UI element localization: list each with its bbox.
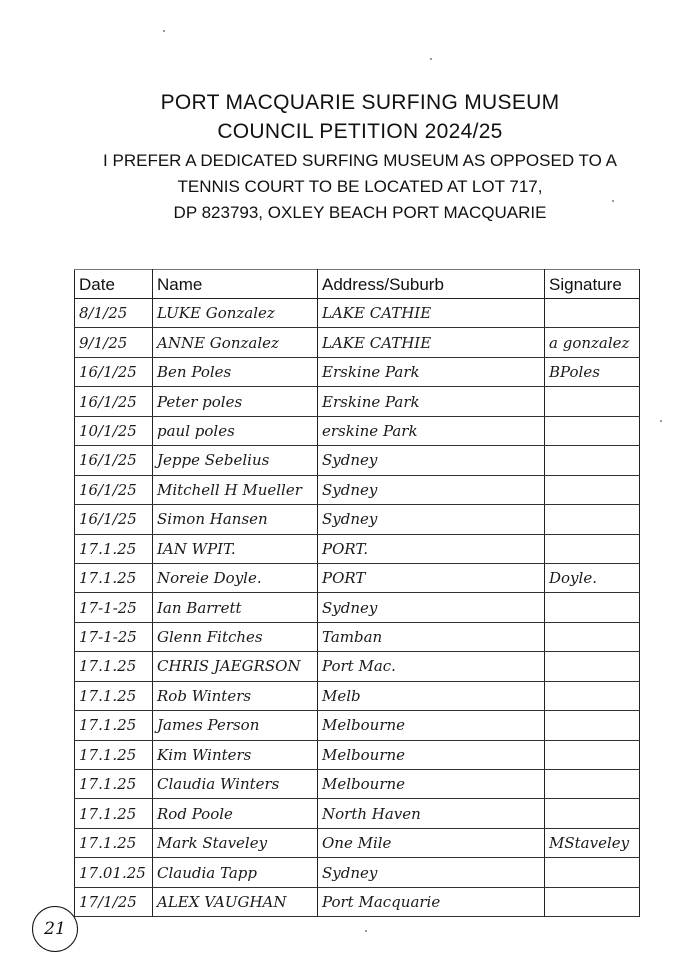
cell-name: LUKE Gonzalez [153,299,318,328]
column-header-address: Address/Suburb [318,270,545,299]
cell-name: ALEX VAUGHAN [153,887,318,916]
cell-signature [545,416,640,445]
cell-signature [545,475,640,504]
column-header-date: Date [75,270,153,299]
cell-date: 10/1/25 [75,416,153,445]
table-row [75,711,640,740]
cell-name: James Person [153,711,318,740]
statement-line: TENNIS COURT TO BE LOCATED AT LOT 717, [177,177,543,196]
cell-signature [545,299,640,328]
cell-address: Melbourne [318,770,545,799]
cell-name: Peter poles [153,387,318,416]
cell-date: 17.1.25 [75,711,153,740]
cell-address: Sydney [318,858,545,887]
table-row [75,770,640,799]
petition-statement [60,148,660,226]
document-subtitle: COUNCIL PETITION 2024/25 [217,120,503,143]
cell-address: Melb [318,681,545,710]
cell-name: Rob Winters [153,681,318,710]
cell-address: LAKE CATHIE [318,328,545,357]
cell-date: 17.1.25 [75,534,153,563]
cell-name: ANNE Gonzalez [153,328,318,357]
cell-date: 16/1/25 [75,475,153,504]
cell-name: Kim Winters [153,740,318,769]
cell-address: Erskine Park [318,357,545,386]
table-row [75,652,640,681]
statement-line: DP 823793, OXLEY BEACH PORT MACQUARIE [173,203,547,222]
cell-signature [545,740,640,769]
table-row [75,740,640,769]
cell-name: Simon Hansen [153,505,318,534]
table-row [75,534,640,563]
cell-signature [545,387,640,416]
statement-line: I PREFER A DEDICATED SURFING MUSEUM AS OPPOSED TO A [103,151,617,170]
cell-date: 17-1-25 [75,622,153,651]
table-row [75,357,640,386]
cell-address: North Haven [318,799,545,828]
cell-date: 17.01.25 [75,858,153,887]
table-row [75,681,640,710]
cell-address: Erskine Park [318,387,545,416]
cell-date: 17.1.25 [75,799,153,828]
cell-name: Ben Poles [153,357,318,386]
cell-signature [545,681,640,710]
table-row [75,328,640,357]
table-row [75,828,640,857]
cell-address: Melbourne [318,740,545,769]
cell-signature [545,505,640,534]
cell-signature [545,770,640,799]
cell-address: PORT [318,563,545,592]
table-row [75,387,640,416]
cell-address: PORT. [318,534,545,563]
cell-signature [545,711,640,740]
cell-signature: BPoles [545,357,640,386]
scan-speck [430,58,432,60]
cell-signature [545,534,640,563]
cell-name: IAN WPIT. [153,534,318,563]
cell-date: 16/1/25 [75,446,153,475]
cell-signature [545,887,640,916]
scan-speck [612,200,614,202]
scan-speck [163,30,165,32]
table-row [75,299,640,328]
cell-date: 16/1/25 [75,387,153,416]
cell-date: 17.1.25 [75,770,153,799]
cell-address: Sydney [318,446,545,475]
cell-date: 17.1.25 [75,681,153,710]
table-row [75,593,640,622]
table-row [75,505,640,534]
cell-date: 17.1.25 [75,652,153,681]
cell-signature: MStaveley [545,828,640,857]
cell-signature [545,858,640,887]
scan-speck [365,930,367,932]
cell-name: Ian Barrett [153,593,318,622]
cell-name: Noreie Doyle. [153,563,318,592]
table-row [75,799,640,828]
cell-address: erskine Park [318,416,545,445]
cell-address: Port Mac. [318,652,545,681]
cell-signature [545,622,640,651]
cell-address: Melbourne [318,711,545,740]
cell-signature: Doyle. [545,563,640,592]
cell-date: 9/1/25 [75,328,153,357]
table-row [75,416,640,445]
cell-address: Sydney [318,475,545,504]
column-header-signature: Signature [545,270,640,299]
table-row [75,475,640,504]
signature-table [74,269,640,917]
cell-address: Sydney [318,505,545,534]
cell-name: Claudia Winters [153,770,318,799]
table-header-row [75,270,640,299]
cell-date: 17-1-25 [75,593,153,622]
cell-date: 8/1/25 [75,299,153,328]
cell-date: 17.1.25 [75,563,153,592]
cell-address: One Mile [318,828,545,857]
cell-date: 17/1/25 [75,887,153,916]
table-row [75,563,640,592]
cell-date: 16/1/25 [75,357,153,386]
cell-signature [545,593,640,622]
cell-address: LAKE CATHIE [318,299,545,328]
table-row [75,887,640,916]
cell-name: Claudia Tapp [153,858,318,887]
scan-speck [660,420,662,422]
cell-signature [545,652,640,681]
cell-name: CHRIS JAEGRSON [153,652,318,681]
cell-address: Sydney [318,593,545,622]
cell-date: 17.1.25 [75,828,153,857]
cell-signature [545,799,640,828]
cell-address: Tamban [318,622,545,651]
cell-date: 17.1.25 [75,740,153,769]
cell-signature: a gonzalez [545,328,640,357]
cell-name: Glenn Fitches [153,622,318,651]
table-row [75,622,640,651]
petition-header [60,88,660,226]
cell-name: Rod Poole [153,799,318,828]
cell-signature [545,446,640,475]
table-row [75,858,640,887]
document-title: PORT MACQUARIE SURFING MUSEUM [160,91,560,114]
column-header-name: Name [153,270,318,299]
cell-name: Mitchell H Mueller [153,475,318,504]
page-number: 21 [32,906,78,952]
table-row [75,446,640,475]
cell-address: Port Macquarie [318,887,545,916]
cell-name: paul poles [153,416,318,445]
cell-date: 16/1/25 [75,505,153,534]
cell-name: Mark Staveley [153,828,318,857]
cell-name: Jeppe Sebelius [153,446,318,475]
